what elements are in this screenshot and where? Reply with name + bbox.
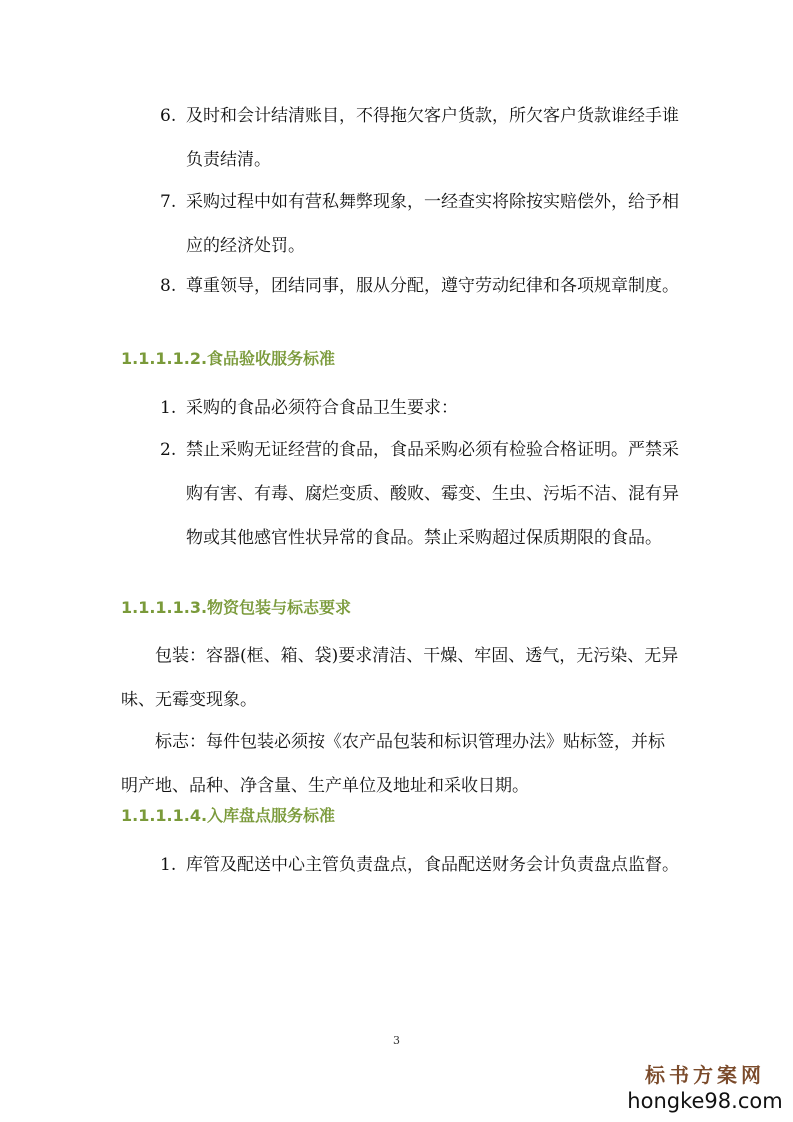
list-number: 7. [160,192,177,212]
list-text: 采购过程中如有营私舞弊现象，一经查实将除按实赔偿外，给予相应的经济处罚。 [186,192,679,256]
section-heading: 1.1.1.1.2.食品验收服务标准 [121,349,336,368]
section-heading: 1.1.1.1.4.入库盘点服务标准 [121,806,336,825]
list-number: 8. [160,276,177,296]
list-item [160,94,690,182]
list-text: 禁止采购无证经营的食品，食品采购必须有检验合格证明。严禁采购有害、有毒、腐烂变质、酸败、霉变、生虫、污垢不洁、混有异物或其他感官性状异常的食品。禁止采购超过保质期限的食品。 [186,440,679,548]
list-text: 库管及配送中心主管负责盘点，食品配送财务会计负责盘点监督。 [186,855,679,875]
list-number: 1. [160,855,177,875]
list-item [160,428,690,560]
list-number: 1. [160,398,177,418]
list-text: 采购的食品必须符合食品卫生要求： [186,398,458,418]
list-item [160,264,690,308]
watermark-cn: 标书方案网 [645,1063,765,1087]
paragraph-labeling: 标志：每件包装必须按《农产品包装和标识管理办法》贴标签，并标明产地、品种、净含量、生产单位及地址和采收日期。 [121,732,665,796]
list-text: 尊重领导，团结同事，服从分配，遵守劳动纪律和各项规章制度。 [186,276,679,296]
list-number: 6. [160,106,177,126]
section-heading: 1.1.1.1.3.物资包装与标志要求 [121,598,352,617]
list-item [160,386,690,430]
list-number: 2. [160,440,177,460]
paragraph-packaging: 包装：容器(框、箱、袋)要求清洁、干燥、牢固、透气，无污染、无异味、无霉变现象。 [121,646,679,710]
watermark [625,1062,785,1114]
list-item [160,843,690,887]
list-text: 及时和会计结清账目，不得拖欠客户货款，所欠客户货款谁经手谁负责结清。 [186,106,679,170]
watermark-en: hongke98.com [627,1089,783,1113]
page-number: 3 [393,1034,400,1047]
list-item [160,180,690,268]
